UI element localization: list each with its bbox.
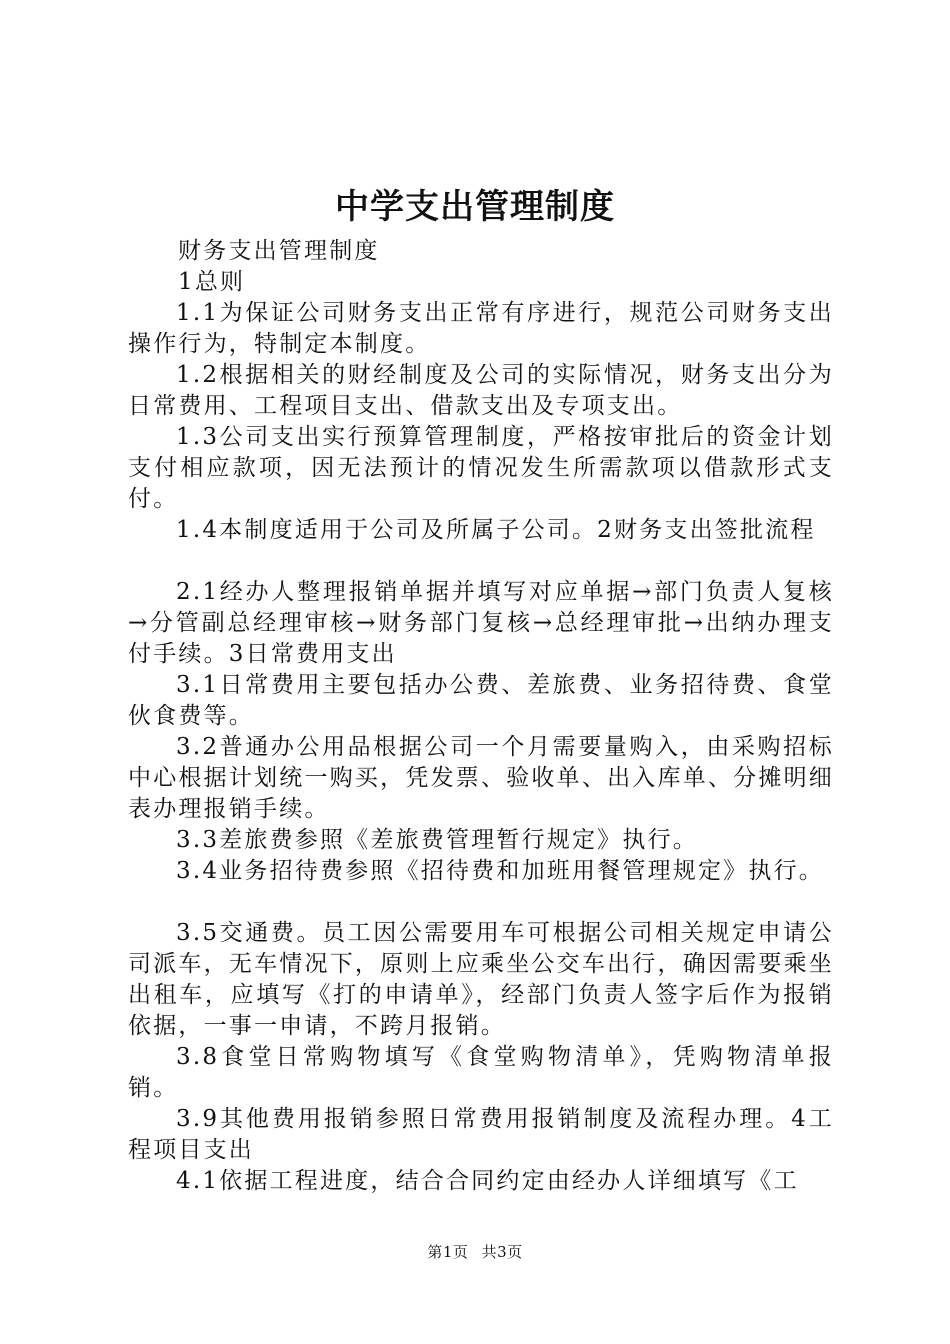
- paragraph-subtitle: 财务支出管理制度: [178, 238, 380, 264]
- paragraph-1-1: 1.1为保证公司财务支出正常有序进行，规范公司财务支出操作行为，特制定本制度。: [128, 300, 834, 357]
- paragraph-3-5: 3.5交通费。员工因公需要用车可根据公司相关规定申请公司派车，无车情况下，原则上应乘坐公交车出行，确因需要乘坐出租车，应填写《打的申请单》，经部门负责人签字后作为报销依据，一事一申请，不跨月报销。: [128, 920, 834, 1039]
- page-number: 第1页: [427, 1243, 469, 1261]
- page-footer: [0, 1242, 950, 1262]
- page-total: 共3页: [481, 1243, 523, 1261]
- paragraph-3-4: 3.4业务招待费参照《招待费和加班用餐管理规定》执行。: [176, 858, 824, 884]
- paragraph-3-8: 3.8食堂日常购物填写《食堂购物清单》，凭购物清单报销。: [128, 1044, 834, 1101]
- paragraph-1-3: 1.3公司支出实行预算管理制度，严格按审批后的资金计划支付相应款项，因无法预计的情况发生所需款项以借款形式支付。: [128, 424, 834, 512]
- paragraph-3-3: 3.3差旅费参照《差旅费管理暂行规定》执行。: [176, 827, 698, 853]
- paragraph-4-1: 4.1依据工程进度，结合合同约定由经办人详细填写《工: [176, 1168, 799, 1194]
- paragraph-2-1: 2.1经办人整理报销单据并填写对应单据→部门负责人复核→分管副总经理审核→财务部门复核→总经理审批→出纳办理支付手续。3日常费用支出: [128, 579, 834, 667]
- paragraph-section-1: 1总则: [178, 269, 246, 295]
- paragraph-1-2: 1.2根据相关的财经制度及公司的实际情况，财务支出分为日常费用、工程项目支出、借款支出及专项支出。: [128, 362, 834, 419]
- paragraph-3-1: 3.1日常费用主要包括办公费、差旅费、业务招待费、食堂伙食费等。: [128, 672, 834, 729]
- document-title: 中学支出管理制度: [335, 187, 615, 227]
- paragraph-3-2: 3.2普通办公用品根据公司一个月需要量购入，由采购招标中心根据计划统一购买，凭发票、验收单、出入库单、分摊明细表办理报销手续。: [128, 734, 834, 822]
- document-body: [128, 236, 834, 1197]
- paragraph-1-4: 1.4本制度适用于公司及所属子公司。2财务支出签批流程: [176, 517, 816, 543]
- paragraph-3-9: 3.9其他费用报销参照日常费用报销制度及流程办理。4工程项目支出: [128, 1106, 834, 1163]
